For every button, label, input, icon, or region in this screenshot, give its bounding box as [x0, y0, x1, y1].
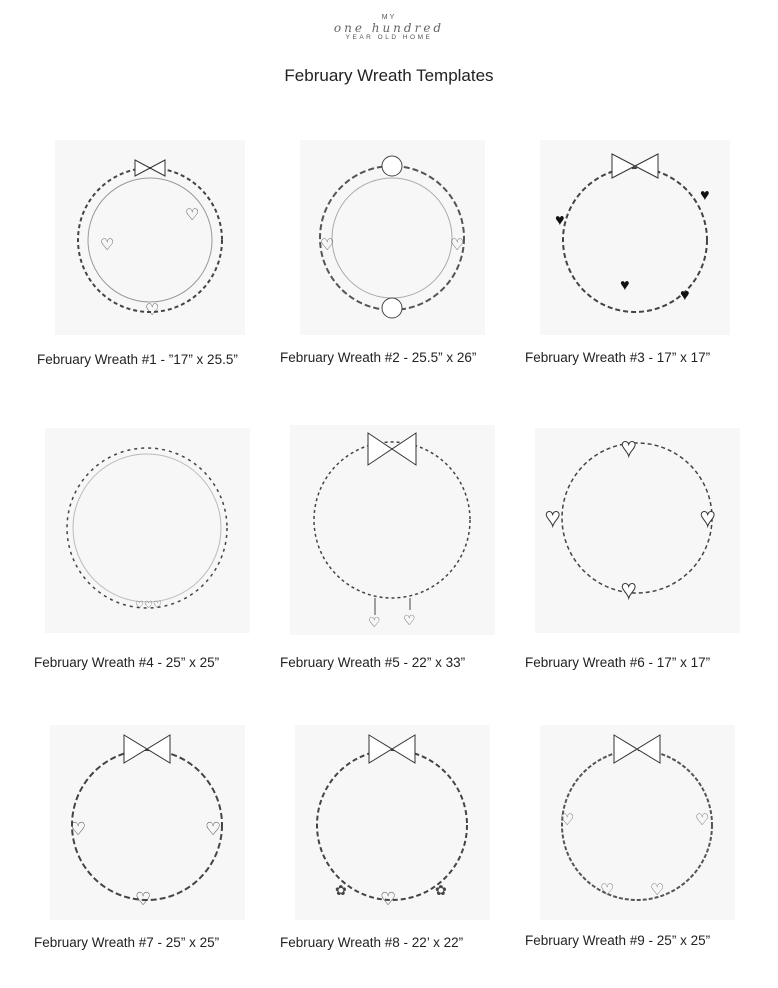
svg-text:✿: ✿ [335, 882, 347, 898]
svg-text:♡: ♡ [600, 882, 615, 899]
svg-text:♡: ♡ [100, 237, 115, 254]
logo-script: one hundred [333, 21, 445, 35]
svg-text:♡: ♡ [403, 612, 416, 628]
wreath-6-image [535, 428, 740, 633]
heart-flower-wreath-icon [535, 428, 740, 633]
bow-hanging-hearts-wreath-icon [290, 425, 495, 635]
wreath-5-caption: February Wreath #5 - 22” x 33” [280, 655, 466, 670]
wreath-7-caption: February Wreath #7 - 25” x 25” [34, 935, 220, 950]
vine-wreath-icon [45, 428, 250, 633]
wreath-4-caption: February Wreath #4 - 25” x 25” [34, 655, 220, 670]
svg-text:♡: ♡ [380, 889, 397, 909]
svg-text:♥: ♥ [545, 502, 561, 532]
svg-text:♥: ♥ [621, 574, 637, 604]
wreath-3-image [540, 140, 730, 335]
svg-text:♡: ♡ [650, 882, 665, 899]
svg-text:♡: ♡ [185, 207, 200, 224]
brand-logo [0, 14, 778, 42]
wreath-1-caption: February Wreath #1 - ”17” x 25.5” [37, 352, 238, 367]
svg-text:♥: ♥ [680, 287, 690, 304]
wreath-6-caption: February Wreath #6 - 17” x 17” [525, 655, 711, 670]
bow-black-heart-wreath-icon [540, 140, 730, 335]
bow-tulip-wreath-icon [50, 725, 245, 920]
wreath-5-image [290, 425, 495, 635]
svg-text:♡: ♡ [368, 614, 381, 630]
svg-text:✿: ✿ [435, 882, 447, 898]
wreath-2-image [300, 140, 485, 335]
bow-heart-wreath-icon [55, 140, 245, 335]
svg-text:♡: ♡ [450, 237, 465, 254]
svg-text:♡: ♡ [145, 302, 160, 319]
svg-text:♡: ♡ [205, 819, 222, 839]
svg-text:♡♡♡: ♡♡♡ [135, 600, 162, 611]
svg-text:♡: ♡ [695, 812, 710, 829]
wreath-2-caption: February Wreath #2 - 25.5” x 26” [280, 350, 477, 365]
rose-heart-wreath-icon [300, 140, 485, 335]
svg-text:♥: ♥ [621, 432, 637, 462]
svg-text:♡: ♡ [320, 237, 335, 254]
wreath-8-caption: February Wreath #8 - 22’ x 22” [280, 935, 464, 950]
page-title: February Wreath Templates [284, 66, 494, 85]
wreath-8-image [295, 725, 490, 920]
svg-text:♡: ♡ [135, 889, 152, 909]
svg-text:♡: ♡ [70, 819, 87, 839]
svg-text:♡: ♡ [560, 812, 575, 829]
wreath-7-image [50, 725, 245, 920]
svg-text:♥: ♥ [700, 187, 710, 204]
svg-text:♥: ♥ [555, 212, 565, 229]
wreath-9-caption: February Wreath #9 - 25” x 25” [525, 933, 711, 948]
wreath-1-image [55, 140, 245, 335]
wreath-9-image [540, 725, 735, 920]
bow-patterned-heart-wreath-icon [540, 725, 735, 920]
wreath-3-caption: February Wreath #3 - 17” x 17” [525, 350, 711, 365]
svg-text:♥: ♥ [700, 502, 716, 532]
logo-bottom: YEAR OLD HOME [345, 34, 433, 41]
svg-text:♥: ♥ [620, 277, 630, 294]
bow-daisy-wreath-icon [295, 725, 490, 920]
wreath-4-image [45, 428, 250, 633]
logo-top: MY [381, 14, 397, 21]
